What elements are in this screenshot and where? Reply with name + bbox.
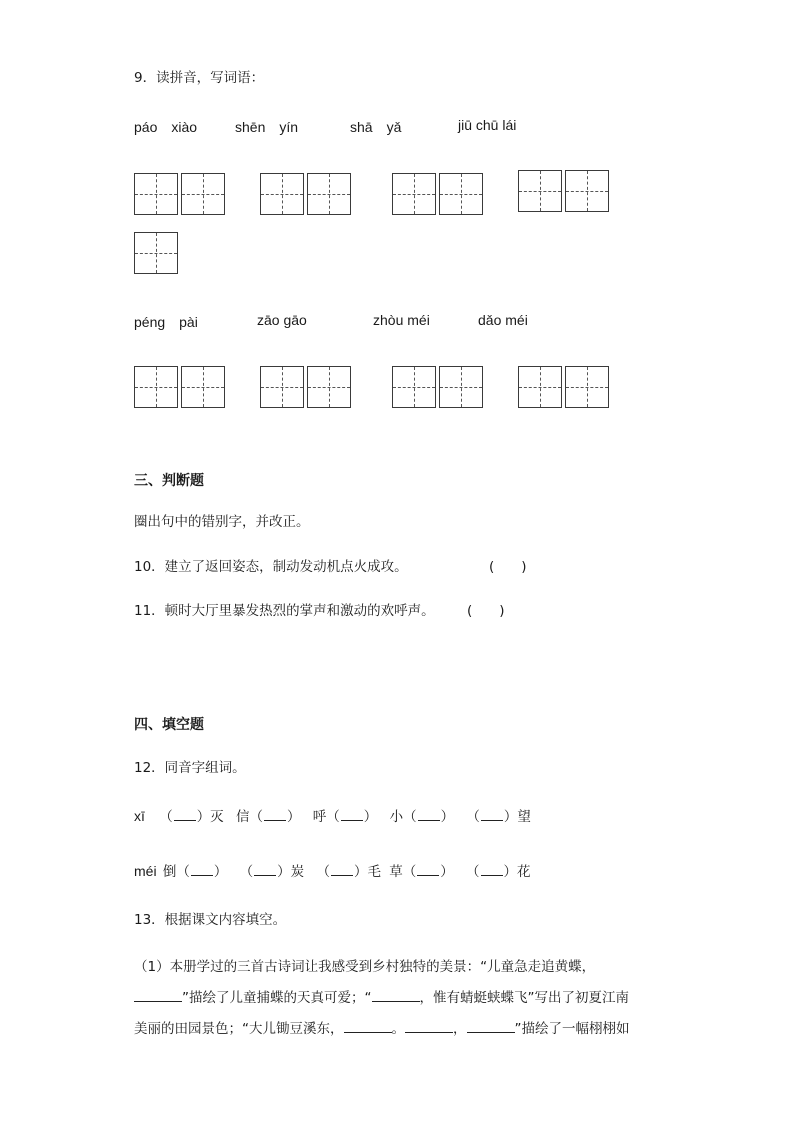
grid-pair-8[interactable] <box>518 366 610 408</box>
pinyin-8: dǎo méi <box>478 312 528 328</box>
q12-row2-pinyin: méi <box>134 863 157 879</box>
q12-item: （ ）炭 <box>239 864 305 880</box>
fill-blank[interactable] <box>134 988 182 1002</box>
pinyin-1: páo xiào <box>134 119 198 135</box>
pinyin-7: zhòu méi <box>373 312 430 328</box>
q12-item: 倒（ ） <box>162 864 228 880</box>
fill-blank[interactable] <box>372 988 420 1002</box>
q12-item: （ ）毛 <box>316 864 381 880</box>
grid-cell[interactable] <box>565 366 609 408</box>
fill-blank[interactable] <box>264 807 286 821</box>
q12-item: （ ）灭 <box>159 809 224 825</box>
fill-blank[interactable] <box>191 862 213 876</box>
pinyin-6: zāo gāo <box>257 312 307 328</box>
fill-blank[interactable] <box>481 862 503 876</box>
grid-cell[interactable] <box>134 366 178 408</box>
q11-text: 11．顿时大厅里暴发热烈的掌声和激动的欢呼声。 <box>134 603 435 619</box>
grid-cell[interactable] <box>518 170 562 212</box>
fill-blank[interactable] <box>417 862 439 876</box>
q10-text: 10．建立了返回姿态，制动发动机点火成攻。 <box>134 559 408 575</box>
q12-row-2 <box>134 860 531 880</box>
section-3-instruction: 圈出句中的错别字，并改正。 <box>134 514 310 530</box>
grid-cell[interactable] <box>181 173 225 215</box>
q12-item: 草（ ） <box>389 864 454 880</box>
section-3-heading: 三、判断题 <box>134 473 204 489</box>
q13-line-3: 美丽的田园景色；“大儿锄豆溪东， 。 ， ”描绘了一幅栩栩如 <box>134 1021 630 1037</box>
q12-item: 小（ ） <box>389 809 455 825</box>
grid-cell[interactable] <box>260 173 304 215</box>
q12-row1-pinyin: xī <box>134 808 145 824</box>
fill-blank[interactable] <box>405 1019 453 1033</box>
pinyin-5: péng pài <box>134 314 198 330</box>
grid-cell[interactable] <box>439 173 483 215</box>
pinyin-2: shēn yín <box>235 119 299 135</box>
fill-blank[interactable] <box>481 807 503 821</box>
q12-title: 12．同音字组词。 <box>134 760 246 776</box>
pinyin-3: shā yǎ <box>350 119 402 135</box>
grid-cell[interactable] <box>565 170 609 212</box>
fill-blank[interactable] <box>174 807 196 821</box>
section-4-heading: 四、填空题 <box>134 717 204 733</box>
q12-item: 呼（ ） <box>312 809 378 825</box>
q11-answer-paren[interactable]: ( ) <box>467 603 505 619</box>
grid-cell[interactable] <box>439 366 483 408</box>
q12-item: （ ）花 <box>466 864 531 880</box>
fill-blank[interactable] <box>467 1019 515 1033</box>
fill-blank[interactable] <box>331 862 353 876</box>
q9-title: 9．读拼音，写词语： <box>134 70 265 86</box>
q12-row-1 <box>134 805 531 825</box>
grid-cell[interactable] <box>518 366 562 408</box>
grid-cell[interactable] <box>260 366 304 408</box>
q13-line-2: ”描绘了儿童捕蝶的天真可爱；“ ，惟有蜻蜓蛱蝶飞”写出了初夏江南 <box>134 986 629 1006</box>
grid-cell[interactable] <box>307 366 351 408</box>
grid-pair-5[interactable] <box>134 366 226 408</box>
q12-item: 信（ ） <box>235 809 301 825</box>
grid-pair-6[interactable] <box>260 366 352 408</box>
grid-pair-2[interactable] <box>260 173 352 215</box>
pinyin-4: jiū chū lái <box>458 117 517 133</box>
q13-title: 13．根据课文内容填空。 <box>134 912 287 928</box>
grid-pair-3[interactable] <box>392 173 484 215</box>
grid-cell[interactable] <box>134 173 178 215</box>
q10-answer-paren[interactable]: ( ) <box>489 559 527 575</box>
fill-blank[interactable] <box>341 807 363 821</box>
fill-blank[interactable] <box>344 1019 392 1033</box>
q12-item: （ ）望 <box>466 809 531 825</box>
grid-cell[interactable] <box>134 232 178 274</box>
fill-blank[interactable] <box>254 862 276 876</box>
grid-pair-1[interactable] <box>134 173 226 215</box>
grid-triple-4-third[interactable] <box>134 232 178 274</box>
grid-cell[interactable] <box>307 173 351 215</box>
grid-cell[interactable] <box>181 366 225 408</box>
q13-line-1: （1）本册学过的三首古诗词让我感受到乡村独特的美景：“儿童急走追黄蝶， <box>134 959 596 975</box>
fill-blank[interactable] <box>418 807 440 821</box>
grid-cell[interactable] <box>392 173 436 215</box>
grid-cell[interactable] <box>392 366 436 408</box>
grid-pair-7[interactable] <box>392 366 484 408</box>
grid-triple-4[interactable] <box>518 170 610 212</box>
